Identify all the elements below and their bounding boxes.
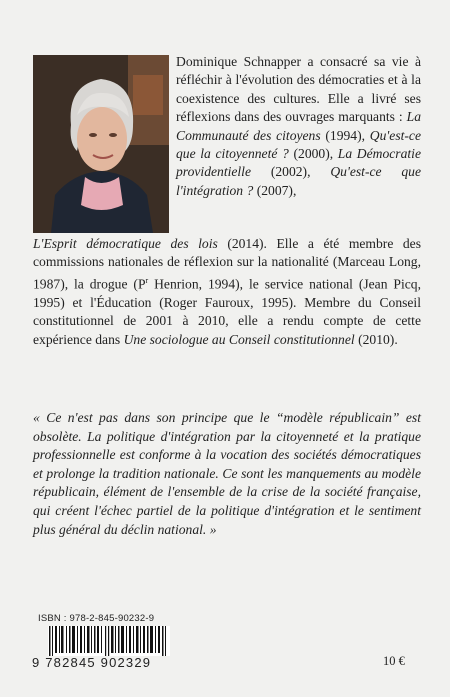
author-photo xyxy=(33,55,169,233)
bio-year-5: (2014). Elle a été membre des commissions nationales de réflexion sur la nationalité (Marceau Long, 1987), la drogue (P xyxy=(33,236,421,292)
quotation: « Ce n'est pas dans son principe que le “modèle républicain” est obsolète. La politique d'intégration par la citoyenneté et la pratique professionnelle est conforme à la vocation des sociétés démocratiques et prolonge la tradition nationale. Ce sont les manquements au modèle républicain, élément de l'ensemble de la crise de la société française, qui créent l'échec partiel de la politique d'intégration et le sentiment plus général du déclin national. » xyxy=(33,410,421,537)
bio-year-3: (2002), xyxy=(270,164,311,180)
bio-rest: Henrion, 1994), le service national (Jean Picq, 1995) et l'Éducation (Roger Fauroux, 1995). Membre du Conseil constitutionnel de 2001 à 2010, elle a rendu compte de cette expérience dans xyxy=(33,276,421,347)
bio-year-6: (2010). xyxy=(358,331,398,347)
biography-top xyxy=(176,53,421,200)
barcode-number: 9 782845 902329 xyxy=(32,655,152,670)
price-label: 10 € xyxy=(383,654,405,668)
bio-year-2: (2000), xyxy=(293,146,334,162)
bio-intro: Dominique Schnapper a consacré sa vie à réfléchir à l'évolution des démocraties et à la coexistence des cultures. Elle a livré ses réflexions dans des ouvrages marquants : xyxy=(176,54,421,125)
biography-continued xyxy=(33,235,421,349)
portrait-image xyxy=(33,55,169,233)
bio-title-4: Qu'est-ce que l'intégration ? xyxy=(176,164,422,198)
bio-superscript: r xyxy=(145,275,149,285)
barcode xyxy=(48,626,170,656)
isbn-label: ISBN : 978-2-845-90232-9 xyxy=(38,613,155,624)
bio-title-6: Une sociologue au Conseil constitutionnel xyxy=(123,331,355,347)
bio-title-2: Qu'est-ce que la citoyenneté ? xyxy=(176,127,421,162)
bio-year-1: (1994), xyxy=(325,127,366,143)
bio-title-3: La Démocratie providentielle xyxy=(176,146,421,180)
barcode-bars xyxy=(48,626,170,656)
bio-year-4: (2007), xyxy=(256,182,297,198)
bio-title-5: L'Esprit démocratique des lois xyxy=(33,236,218,251)
bio-title-1: La Communauté des citoyens xyxy=(176,109,421,143)
